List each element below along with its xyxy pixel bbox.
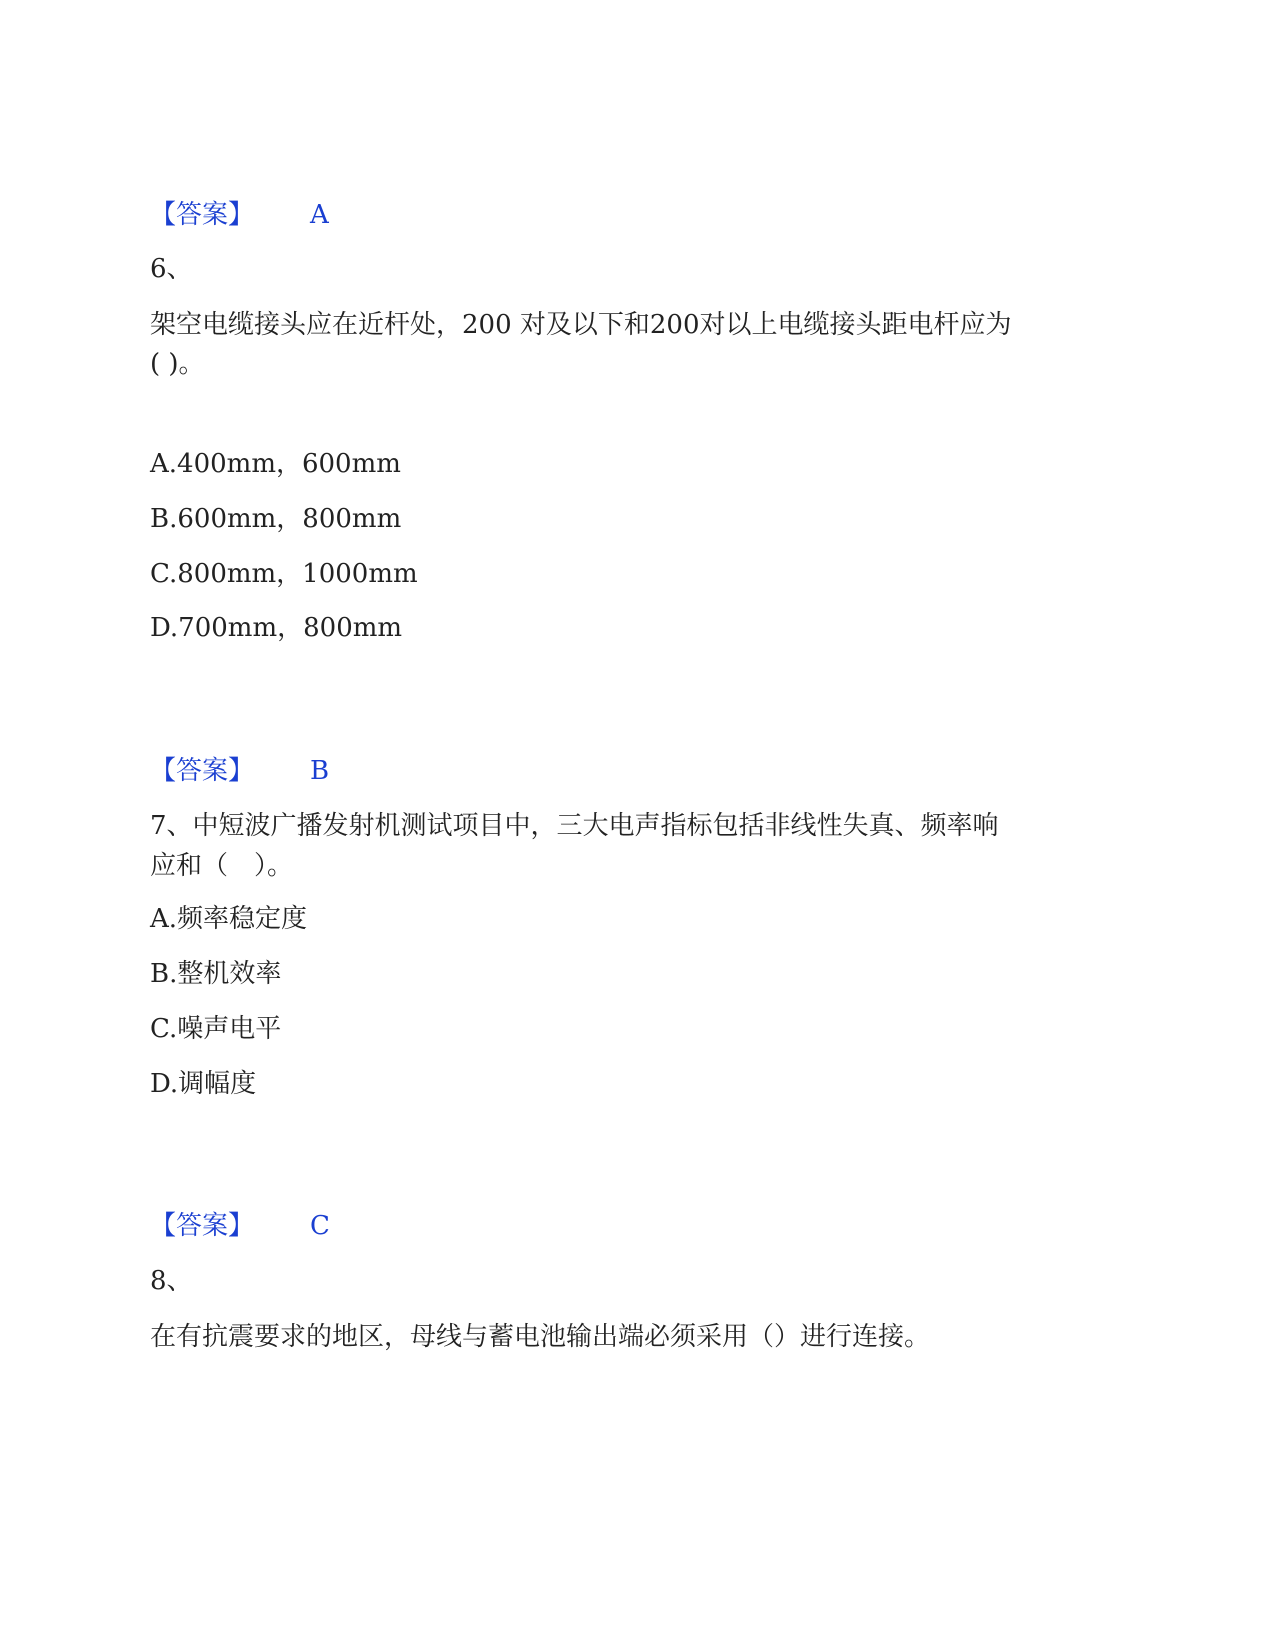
option-d: D.700mm，800mm: [150, 613, 403, 643]
question-stem-line: 架空电缆接头应在近杆处，200 对及以下和200对以上电缆接头距电杆应为: [150, 310, 1012, 340]
question-number: 8、: [150, 1266, 193, 1296]
answer-line: [150, 197, 329, 233]
answer-value: A: [310, 200, 329, 230]
question-stem-line: 在有抗震要求的地区，母线与蓄电池输出端必须采用（）进行连接。: [150, 1322, 931, 1352]
answer-value: B: [310, 756, 330, 786]
answer-value: C: [310, 1211, 330, 1241]
question-number: 6、: [150, 254, 193, 284]
answer-label: 【答案】: [150, 756, 255, 786]
option-a: A.400mm，600mm: [150, 449, 401, 479]
question-stem-line: 应和（ ）。: [150, 851, 294, 881]
option-b: B.600mm，800mm: [150, 504, 402, 534]
answer-line: [150, 1208, 330, 1244]
question-stem-line: 7、中短波广播发射机测试项目中，三大电声指标包括非线性失真、频率响: [150, 811, 999, 841]
answer-label: 【答案】: [150, 200, 255, 230]
option-c: C.噪声电平: [150, 1014, 282, 1044]
option-a: A.频率稳定度: [150, 904, 308, 934]
answer-label: 【答案】: [150, 1211, 255, 1241]
option-c: C.800mm，1000mm: [150, 559, 418, 589]
answer-line: [150, 753, 330, 789]
question-stem-line: ( )。: [150, 349, 205, 379]
option-b: B.整机效率: [150, 959, 282, 989]
option-d: D.调幅度: [150, 1069, 257, 1099]
